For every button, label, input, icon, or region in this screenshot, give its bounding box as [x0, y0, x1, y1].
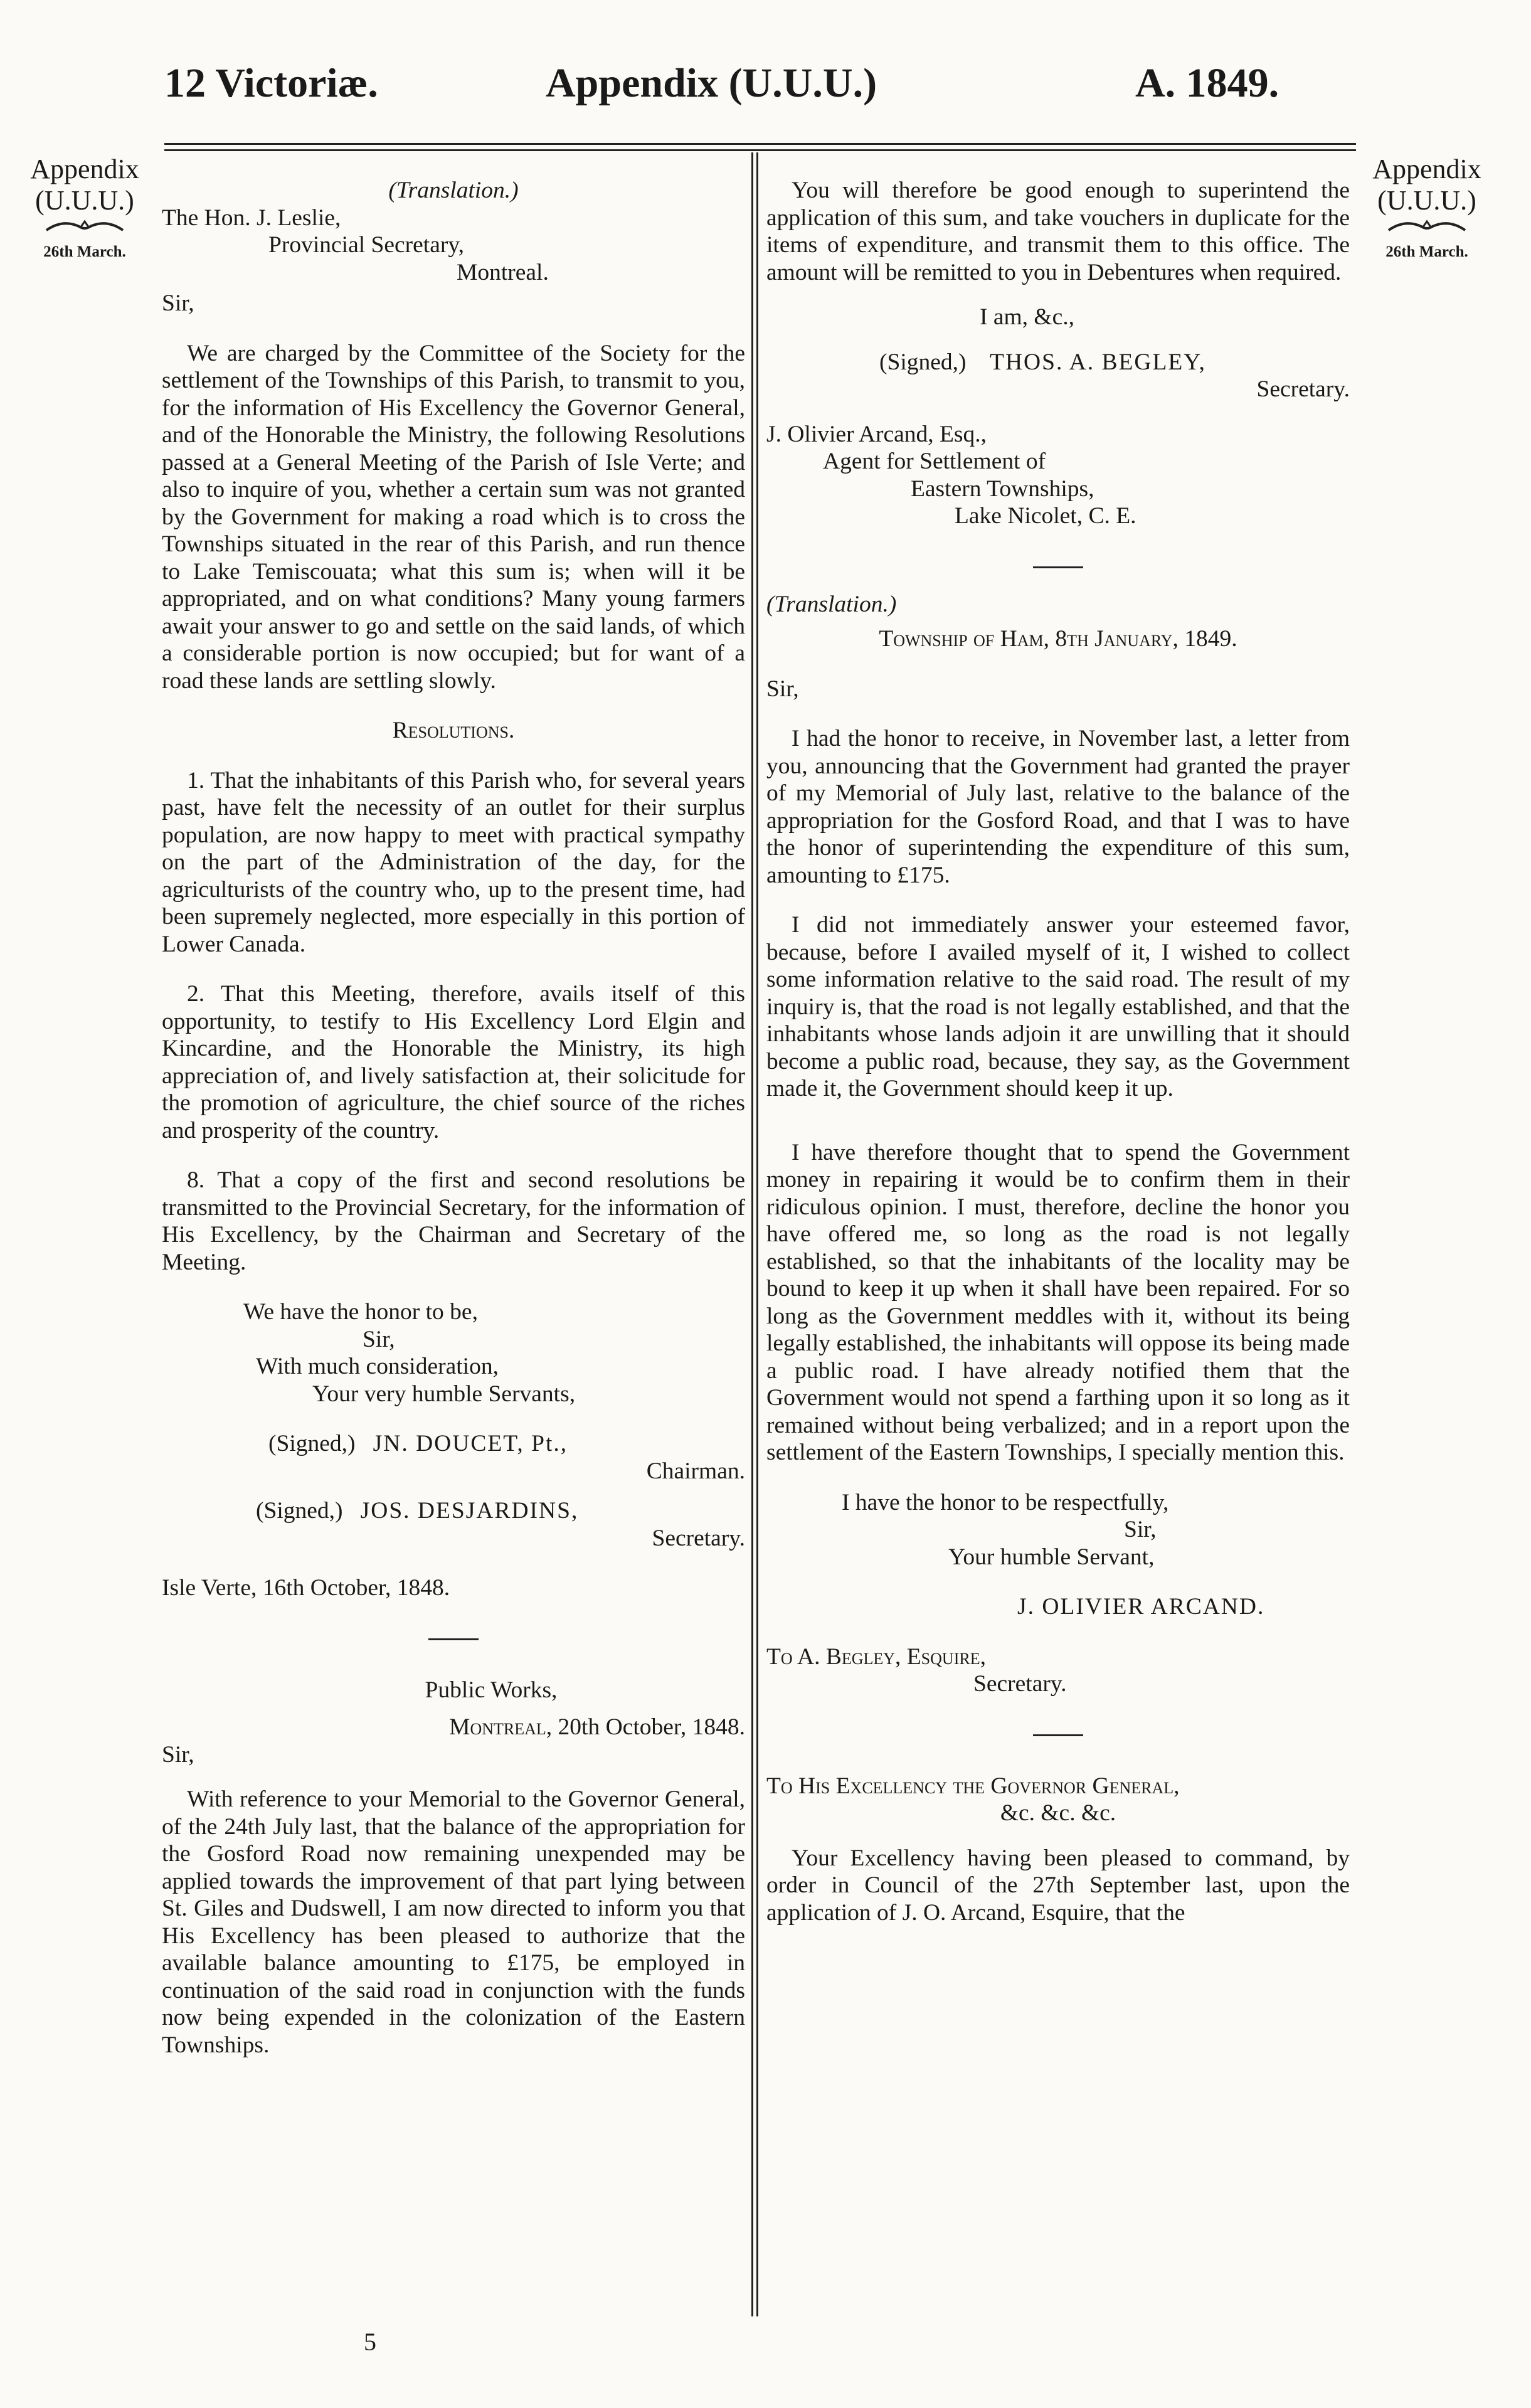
margin-date: 26th March.	[43, 243, 126, 260]
addressee: J. Olivier Arcand, Esq.,	[766, 421, 987, 447]
signed-label: (Signed,)	[268, 1431, 356, 1456]
translation-note: (Translation.)	[766, 591, 897, 617]
place-date: Isle Verte, 16th October, 1848.	[162, 1575, 450, 1601]
page-number: 5	[364, 2328, 376, 2356]
signature-line	[162, 1497, 745, 1525]
addressee-title: Provincial Secretary,	[268, 232, 465, 258]
salutation: Sir,	[162, 290, 194, 316]
sender-date: 20th October, 1848.	[558, 1714, 745, 1740]
resolutions-heading: Resolutions.	[392, 718, 515, 743]
letter-paragraph: I did not immediately answer your esteemed favor, because, before I availed myself of it, I wished to collect some information relative to the said road. The result of my inquiry is, that the road is not legally established, and that the inhabitants whose lands adjoin it are unwilling that it should become a public road, because, they say, as the Government made it, the Government should keep it up.	[766, 912, 1350, 1101]
header-rule-top	[164, 143, 1356, 145]
letter-paragraph: You will therefore be good enough to superintend the application of this sum, and take vouchers in duplicate for the items of expenditure, and transmit them to this office. The amount will be remitted to you in Debentures when required.	[766, 178, 1350, 285]
signatory-title: Secretary.	[652, 1525, 745, 1551]
margin-note-right	[1361, 154, 1493, 268]
addressee-line: Eastern Townships,	[911, 475, 1094, 502]
letter-paragraph: We are charged by the Committee of the Society for the settlement of the Townships of this Parish, to transmit to you, for the information of His Excellency the Governor General, and of the Honorable the Ministry, the following Resolutions passed at a General Meeting of the Parish of Isle Verte; and also to inquire of you, whether a certain sum was not granted by the Government for making a road which is to cross the Townships situated in the rear of this Parish, and run thence to Lake Temiscouata; what this sum is; when will it be appropriated, and on what conditions? Many young farmers await your answer to go and settle on the said lands, of which a considerable portion is now occupied; but for want of a road these lands are settling slowly.	[162, 340, 745, 694]
signature-line	[766, 349, 1350, 376]
right-column	[766, 177, 1350, 1926]
closing-line: Your humble Servant,	[948, 1544, 1155, 1570]
signature-line	[162, 1430, 745, 1458]
addressee-place: Montreal.	[457, 259, 549, 285]
translation-note: (Translation.)	[388, 178, 519, 203]
signatory-title: Secretary.	[1256, 376, 1350, 402]
addressee-line: Agent for Settlement of	[823, 448, 1046, 474]
memorial-addressee-etc: &c. &c. &c.	[1000, 1800, 1116, 1826]
signatory-title: Chairman.	[646, 1458, 745, 1484]
column-divider-right	[756, 152, 758, 2316]
letter-paragraph: With reference to your Memorial to the Governor General, of the 24th July last, that the balance of the appropriation for the Gosford Road now remaining unexpended may be applied towards the improvement of that part lying between St. Giles and Dudswell, I am now directed to inform you that His Excellency has been pleased to authorize that the available balance amounting to £175, be employed in continuation of the said road in conjunction with the funds now being expended in the colonization of the Eastern Townships.	[162, 1786, 745, 2058]
margin-note-left	[19, 154, 151, 268]
margin-appendix-code: (U.U.U.)	[35, 185, 134, 216]
closing-line: I have the honor to be respectfully,	[842, 1489, 1169, 1515]
letter-paragraph: I had the honor to receive, in November last, a letter from you, announcing that the Government had granted the prayer of my Memorial of July last, relative to the balance of the appropriation for the Gosford Road, and that I was to have the honor of superintending the expenditure of this sum, amounting to £175.	[766, 726, 1350, 888]
recipient-title: Secretary.	[973, 1671, 1067, 1697]
closing-line: We have the honor to be,	[243, 1299, 478, 1325]
recipient: To A. Begley, Esquire,	[766, 1643, 986, 1670]
margin-appendix-label: Appendix	[30, 154, 139, 184]
letter-paragraph: Your Excellency having been pleased to command, by order in Council of the 27th September last, upon the application of J. O. Arcand, Esquire, that the	[766, 1845, 1350, 1926]
closing-line: Your very humble Servants,	[312, 1381, 576, 1407]
place-date: Township of Ham, 8th January, 1849.	[879, 626, 1237, 652]
letter-paragraph: I have therefore thought that to spend the Government money in repairing it would be to confirm them in their ridiculous opinion. I must, therefore, decline the honor you have offered me, so long as the road is not legally established, so that the inhabitants of the locality may be bound to keep it up when it shall have been repaired. For so long as the Government meddles with it, without its being legally established, the inhabitants will oppose its being made a public road. I have already notified them that the Government would not spend a farthing upon it so long as it remained without being verbalized; and in a report upon the settlement of the Eastern Townships, I specially mention this.	[766, 1139, 1350, 1465]
running-header	[0, 60, 1531, 129]
margin-appendix-label: Appendix	[1372, 154, 1481, 184]
sender-place-date	[162, 1714, 745, 1741]
flourish-icon	[1386, 218, 1468, 234]
left-column	[162, 177, 745, 2059]
closing-line: Sir,	[1124, 1517, 1157, 1542]
margin-appendix-code: (U.U.U.)	[1377, 185, 1476, 216]
signed-label: (Signed,)	[256, 1498, 343, 1524]
closing-line: Sir,	[363, 1326, 395, 1352]
signatory-name	[766, 1593, 1350, 1621]
addressee: The Hon. J. Leslie,	[162, 204, 341, 231]
closing-line: With much consideration,	[256, 1354, 499, 1379]
header-appendix: Appendix (U.U.U.)	[546, 60, 877, 106]
memorial-addressee: To His Excellency the Governor General,	[766, 1773, 1180, 1799]
signatory-name: JN. DOUCET, Pt.,	[373, 1431, 568, 1456]
column-divider-left	[751, 152, 753, 2316]
signatory-name-text: J. OLIVIER ARCAND.	[1017, 1594, 1265, 1620]
header-volume: 12 Victoriæ.	[164, 60, 378, 106]
flourish-icon	[44, 218, 125, 234]
header-year: A. 1849.	[1135, 60, 1279, 106]
salutation: Sir,	[162, 1741, 194, 1768]
signatory-name: THOS. A. BEGLEY,	[990, 349, 1206, 375]
margin-date: 26th March.	[1385, 243, 1468, 260]
sender-heading: Public Works,	[425, 1677, 558, 1703]
resolution-2: 2. That this Meeting, therefore, avails itself of this opportunity, to testify to His Excellency Lord Elgin and Kincardine, and the Honorable the Ministry, its high appreciation of, and lively satisfaction at, their solicitude for the promotion of agriculture, the chief source of the riches and prosperity of the country.	[162, 981, 745, 1143]
resolution-1: 1. That the inhabitants of this Parish who, for several years past, have felt the necessity of an outlet for their surplus population, are now happy to meet with practical sympathy on the part of the Administration of the day, for the agriculturists of the country who, up to the present time, had been supremely neglected, more especially in this portion of Lower Canada.	[162, 767, 745, 957]
salutation: Sir,	[766, 676, 799, 702]
closing-line: I am, &c.,	[980, 304, 1074, 330]
signed-label: (Signed,)	[879, 349, 967, 375]
header-rule-bottom	[164, 149, 1356, 151]
addressee-line: Lake Nicolet, C. E.	[955, 503, 1136, 529]
resolution-3: 8. That a copy of the first and second resolutions be transmitted to the Provincial Secretary, for the information of His Excellency, by the Chairman and Secretary of the Meeting.	[162, 1167, 745, 1275]
signatory-name: JOS. DESJARDINS,	[360, 1498, 579, 1524]
sender-place: Montreal,	[449, 1714, 553, 1740]
